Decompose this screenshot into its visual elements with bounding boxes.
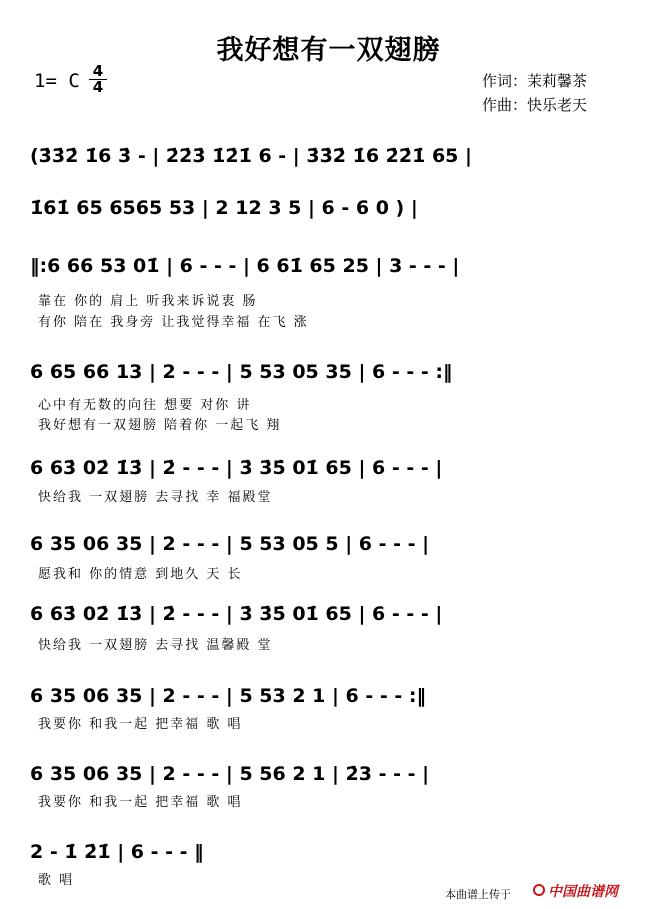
lyric-row: 快给我 一双翅膀 去寻找 幸 福殿堂: [38, 490, 273, 505]
notation-row: [30, 250, 650, 280]
notation-row: [30, 192, 650, 222]
notation-text: 2 - 1̇ 2̇1̇ | 6 - - - ‖: [30, 841, 204, 863]
lyric-row: 我好想有一双翅膀 陪着你 一起飞 翔: [38, 418, 282, 433]
time-signature-bottom: 4: [89, 79, 107, 95]
lyric-row: 靠在 你的 肩上 听我来诉说衷 肠: [38, 294, 258, 309]
lyric-row: 愿我和 你的情意 到地久 天 长: [38, 567, 243, 582]
notation-row: [30, 140, 650, 170]
notation-text: 6 65 66 13 | 2 - - - | 5 53 05 35 | 6 - - - :‖: [30, 361, 453, 383]
notation-text: 1̇61̇ 65 6565 53 | 2 12 3 5 | 6 - 6 0 ) |: [30, 197, 418, 219]
notation-row: [30, 356, 650, 386]
lyric-row: 歌 唱: [38, 873, 75, 888]
key-signature: 1= C: [34, 70, 80, 92]
notation-text: 6 63̇ 02̇ 1̇3̇ | 2̇ - - - | 3̇ 3̇5̇ 01̇ 65 | 6 - - - |: [30, 603, 443, 625]
notation-row: [30, 452, 650, 482]
notation-text: 6 35 06 35 | 2 - - - | 5 53 05 5 | 6 - - - |: [30, 533, 430, 555]
notation-row: [30, 758, 650, 788]
lyricist-credit: 作词：茉莉馨茶: [482, 72, 588, 90]
lyric-row: 快给我 一双翅膀 去寻找 温馨殿 堂: [38, 638, 273, 653]
site-logo-text[interactable]: 中国曲谱网: [548, 884, 618, 900]
song-title: 我好想有一双翅膀: [216, 35, 441, 66]
notation-text: (3̇3̇2̇ 1̇6 3̇ - | 2̇2̇3̇ 1̇2̇1̇ 6 - | 3̇3̇2̇ 1̇6 2̇2̇1̇ 65 |: [30, 145, 472, 167]
time-signature: [89, 64, 107, 95]
lyric-row: 我要你 和我一起 把幸福 歌 唱: [38, 717, 243, 732]
site-logo-icon: [533, 884, 545, 896]
notation-row: [30, 680, 650, 710]
notation-text: ‖:6 66 53 01̇ | 6 - - - | 6 61̇ 65 25 | 3 - - - |: [30, 255, 460, 277]
notation-row: [30, 598, 650, 628]
notation-text: 6 63̇ 02̇ 1̇3̇ | 2̇ - - - | 3̇ 3̇5̇ 01̇ 65 | 6 - - - |: [30, 457, 443, 479]
time-signature-top: 4: [92, 62, 104, 80]
notation-text: 6 35 06 35 | 2 - - - | 5 56 2 1 | 2̇3 - - - |: [30, 763, 430, 785]
composer-credit: 作曲：快乐老天: [482, 96, 588, 114]
notation-row: [30, 836, 650, 866]
upload-source-text: 本曲谱上传于: [445, 888, 511, 901]
lyric-row: 我要你 和我一起 把幸福 歌 唱: [38, 795, 243, 810]
notation-text: 6 35 06 35 | 2 - - - | 5 53 2 1 | 6 - - - :‖: [30, 685, 426, 707]
lyric-row: 心中有无数的向往 想要 对你 讲: [38, 398, 252, 413]
notation-row: [30, 528, 650, 558]
lyric-row: 有你 陪在 我身旁 让我觉得幸福 在飞 涨: [38, 315, 309, 330]
